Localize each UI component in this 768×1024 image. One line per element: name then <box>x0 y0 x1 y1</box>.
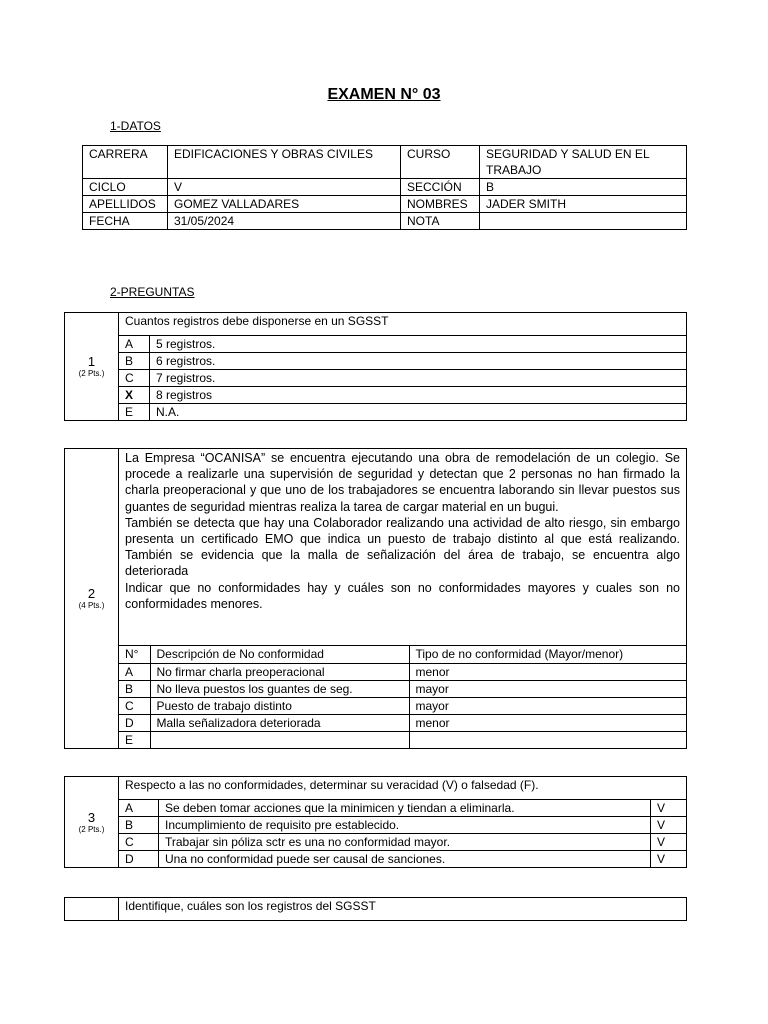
q1-option-text: 8 registros <box>150 387 687 404</box>
nc-row-letter: A <box>119 663 150 680</box>
question-1-points: (2 Pts.) <box>78 369 105 378</box>
carrera-label: CARRERA <box>83 146 168 179</box>
question-1-text: Cuantos registros debe disponerse en un SGSST <box>119 313 687 336</box>
nc-header-type: Tipo de no conformidad (Mayor/menor) <box>409 646 687 663</box>
q3-row-letter: B <box>119 817 159 834</box>
q1-option-letter: C <box>119 370 150 387</box>
curso-value: SEGURIDAD Y SALUD EN EL TRABAJO <box>480 146 687 179</box>
question-2-number: 2 <box>87 586 96 601</box>
nc-row-description: No firmar charla preoperacional <box>150 663 409 680</box>
fecha-value: 31/05/2024 <box>168 213 401 230</box>
question-3-number-cell <box>65 777 119 868</box>
q3-row-answer: V <box>651 817 687 834</box>
q3-row-letter: D <box>119 851 159 868</box>
q1-option-text: 7 registros. <box>150 370 687 387</box>
q3-row-statement: Se deben tomar acciones que la minimicen y tiendan a eliminarla. <box>159 800 651 817</box>
section-preguntas-heading: 2-PREGUNTAS <box>110 285 195 299</box>
question-2-answer-area <box>119 646 687 749</box>
question-1-number-cell <box>65 313 119 421</box>
question-2-points: (4 Pts.) <box>78 601 105 610</box>
q3-row-statement: Una no conformidad puede ser causal de sanciones. <box>159 851 651 868</box>
carrera-value: EDIFICACIONES Y OBRAS CIVILES <box>168 146 401 179</box>
q1-option-text: N.A. <box>150 404 687 421</box>
apellidos-label: APELLIDOS <box>83 196 168 213</box>
question-4-table <box>64 897 687 921</box>
question-2-paragraph-2: También se detecta que hay una Colaborador realizando una actividad de alto riesgo, sin embargo presenta un certificado EMO que indica un puesto de trabajo distinto al que está realizando. También se evidencia que la malla de señalización del área de trabajo, se encuentra algo deteriorada <box>125 515 680 579</box>
nc-row-description: No lleva puestos los guantes de seg. <box>150 680 409 697</box>
question-3-points: (2 Pts.) <box>78 824 105 834</box>
datos-table <box>82 145 687 230</box>
nombres-label: NOMBRES <box>401 196 480 213</box>
nc-header-num: N° <box>119 646 150 663</box>
q1-option-text: 5 registros. <box>150 336 687 353</box>
question-4-text: Identifique, cuáles son los registros del SGSST <box>119 898 687 921</box>
q3-row-answer: V <box>651 834 687 851</box>
section-datos-heading: 1-DATOS <box>110 119 161 133</box>
question-2-scenario <box>119 449 687 646</box>
nonconformity-table <box>119 646 687 748</box>
nc-row-type: menor <box>409 663 687 680</box>
q1-option-text: 6 registros. <box>150 353 687 370</box>
seccion-value: B <box>480 179 687 196</box>
nc-row-type: mayor <box>409 680 687 697</box>
fecha-label: FECHA <box>83 213 168 230</box>
nc-row-description <box>150 731 409 748</box>
nc-row-description: Puesto de trabajo distinto <box>150 697 409 714</box>
q1-option-letter: B <box>119 353 150 370</box>
exam-title: EXAMEN N° 03 <box>327 86 441 103</box>
question-2-number-cell <box>65 449 119 749</box>
ciclo-value: V <box>168 179 401 196</box>
ciclo-label: CICLO <box>83 179 168 196</box>
question-3-table <box>64 776 687 868</box>
q3-row-statement: Incumplimiento de requisito pre establecido. <box>159 817 651 834</box>
nc-row-type: menor <box>409 714 687 731</box>
nc-row-type <box>409 731 687 748</box>
question-2-table <box>64 448 687 749</box>
nc-row-letter: C <box>119 697 150 714</box>
apellidos-value: GOMEZ VALLADARES <box>168 196 401 213</box>
q3-row-statement: Trabajar sin póliza sctr es una no conformidad mayor. <box>159 834 651 851</box>
question-2-paragraph-1: La Empresa “OCANISA” se encuentra ejecutando una obra de remodelación de un colegio. Se procede a realizarle una supervisión de seguridad y detectan que 2 personas no han firmado la charla preoperacional y que uno de los trabajadores se encuentra laborando sin llevar puestos sus guantes de seguridad mientras realiza la tarea de cargar material en un bugui. <box>125 451 680 514</box>
q3-row-answer: V <box>651 851 687 868</box>
question-4-number-cell <box>65 898 119 921</box>
seccion-label: SECCIÓN <box>401 179 480 196</box>
nc-row-letter: D <box>119 714 150 731</box>
question-2-paragraph-3: Indicar que no conformidades hay y cuáles son no conformidades mayores y cuales son no conformidades menores. <box>125 580 680 611</box>
curso-label: CURSO <box>401 146 480 179</box>
nc-row-letter: E <box>119 731 150 748</box>
question-1-table <box>64 312 687 421</box>
question-3-number: 3 <box>87 809 96 825</box>
q3-row-answer: V <box>651 800 687 817</box>
q1-option-letter: A <box>119 336 150 353</box>
q3-row-letter: C <box>119 834 159 851</box>
q3-row-letter: A <box>119 800 159 817</box>
nombres-value: JADER SMITH <box>480 196 687 213</box>
q1-option-letter: E <box>119 404 150 421</box>
nota-label: NOTA <box>401 213 480 230</box>
nc-row-letter: B <box>119 680 150 697</box>
nc-header-description: Descripción de No conformidad <box>150 646 409 663</box>
q1-selected-answer-mark: X <box>119 387 150 404</box>
question-3-text: Respecto a las no conformidades, determinar su veracidad (V) o falsedad (F). <box>119 777 687 800</box>
question-1-number: 1 <box>87 354 96 369</box>
nc-row-type: mayor <box>409 697 687 714</box>
nc-row-description: Malla señalizadora deteriorada <box>150 714 409 731</box>
nota-value <box>480 213 687 230</box>
